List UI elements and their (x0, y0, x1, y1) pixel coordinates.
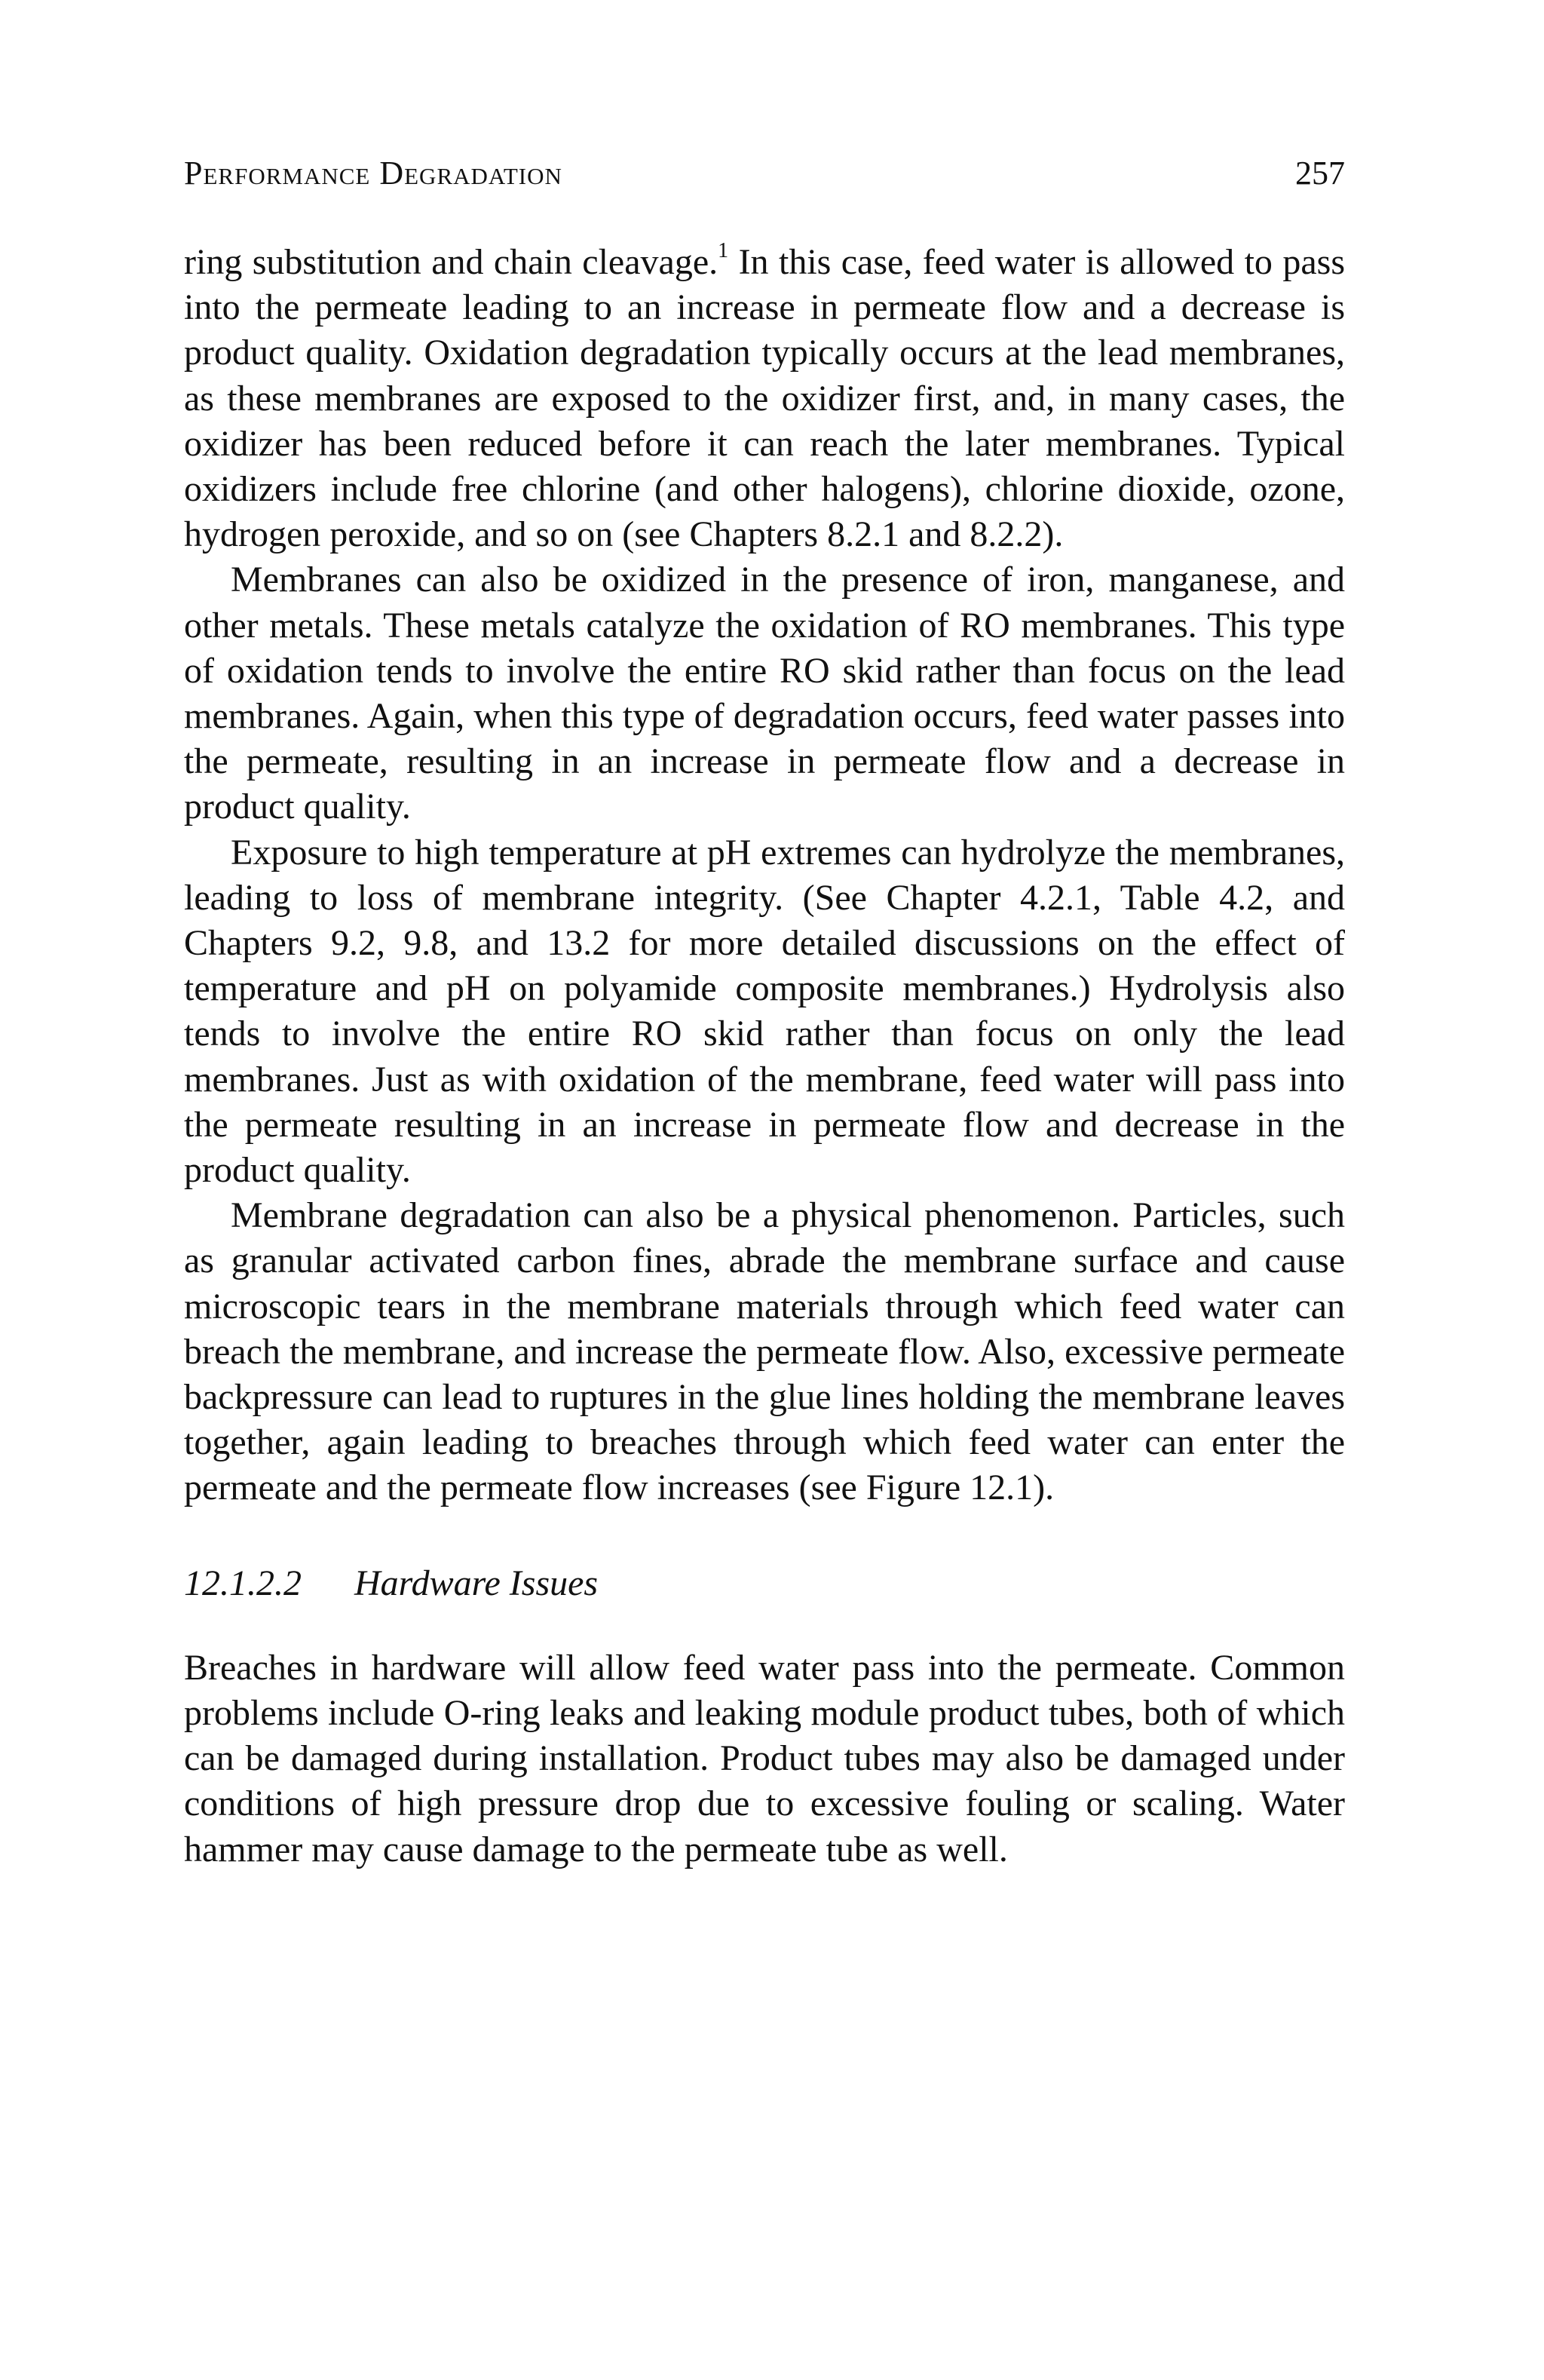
paragraph-text: In this case, feed water is allowed to pass into the permeate leading to an increase in permeate flow and a decrease is product quality. Oxidation degradation typically occurs at the lead membranes, as these membranes are exposed to the oxidizer first, and, in many cases, the oxidizer has been reduced before it can reach the later membranes. Typical oxidizers include free chlorine (and other halogens), chlorine dioxide, ozone, hydrogen peroxide, and so on (see Chapters 8.2.1 and 8.2.2). (184, 242, 1346, 555)
section-heading (184, 1561, 1345, 1606)
running-title: Performance Degradation (184, 155, 562, 192)
running-head (184, 151, 1345, 204)
footnote-reference: 1 (718, 239, 729, 262)
paragraph-metal-oxidation: Membranes can also be oxidized in the presence of iron, manganese, and other metals. These metals catalyze the oxidation of RO membranes. This type of oxidation tends to involve the entire RO skid rather than focus on the lead membranes. Again, when this type of degradation occurs, feed water passes into the permeate, resulting in an increase in permeate flow and a decrease in product quality. (184, 560, 1345, 827)
paragraph-physical-degradation: Membrane degradation can also be a physical phenomenon. Particles, such as granular activated carbon fines, abrade the membrane surface and cause microscopic tears in the membrane materials through which feed water can breach the membrane, and increase the permeate flow. Also, excessive permeate backpressure can lead to ruptures in the glue lines holding the membrane leaves together, again leading to breaches through which feed water can enter the permeate and the permeate flow increases (see Figure 12.1). (184, 1195, 1345, 1508)
paragraph-hydrolysis: Exposure to high temperature at pH extremes can hydrolyze the membranes, leading to loss of membrane integrity. (See Chapter 4.2.1, Table 4.2, and Chapters 9.2, 9.8, and 13.2 for more detailed discussions on the effect of temperature and pH on polyamide composite membranes.) Hydrolysis also tends to involve the entire RO skid rather than focus on only the lead membranes. Just as with oxidation of the membrane, feed water will pass into the permeate resulting in an increase in permeate flow and decrease in the product quality. (184, 832, 1345, 1191)
body-text (184, 240, 1345, 1872)
section-title: Hardware Issues (354, 1563, 599, 1603)
book-page (184, 151, 1345, 1872)
paragraph-hardware-issues: Breaches in hardware will allow feed water pass into the permeate. Common problems include O-ring leaks and leaking module product tubes, both of which can be damaged during installation. Product tubes may also be damaged under conditions of high pressure drop due to excessive fouling or scaling. Water hammer may cause damage to the permeate tube as well. (184, 1647, 1345, 1869)
paragraph-oxidation-intro (184, 240, 1345, 557)
section-number: 12.1.2.2 (184, 1563, 302, 1603)
paragraph-text: ring substitution and chain cleavage. (184, 242, 718, 282)
page-number: 257 (1295, 155, 1345, 192)
